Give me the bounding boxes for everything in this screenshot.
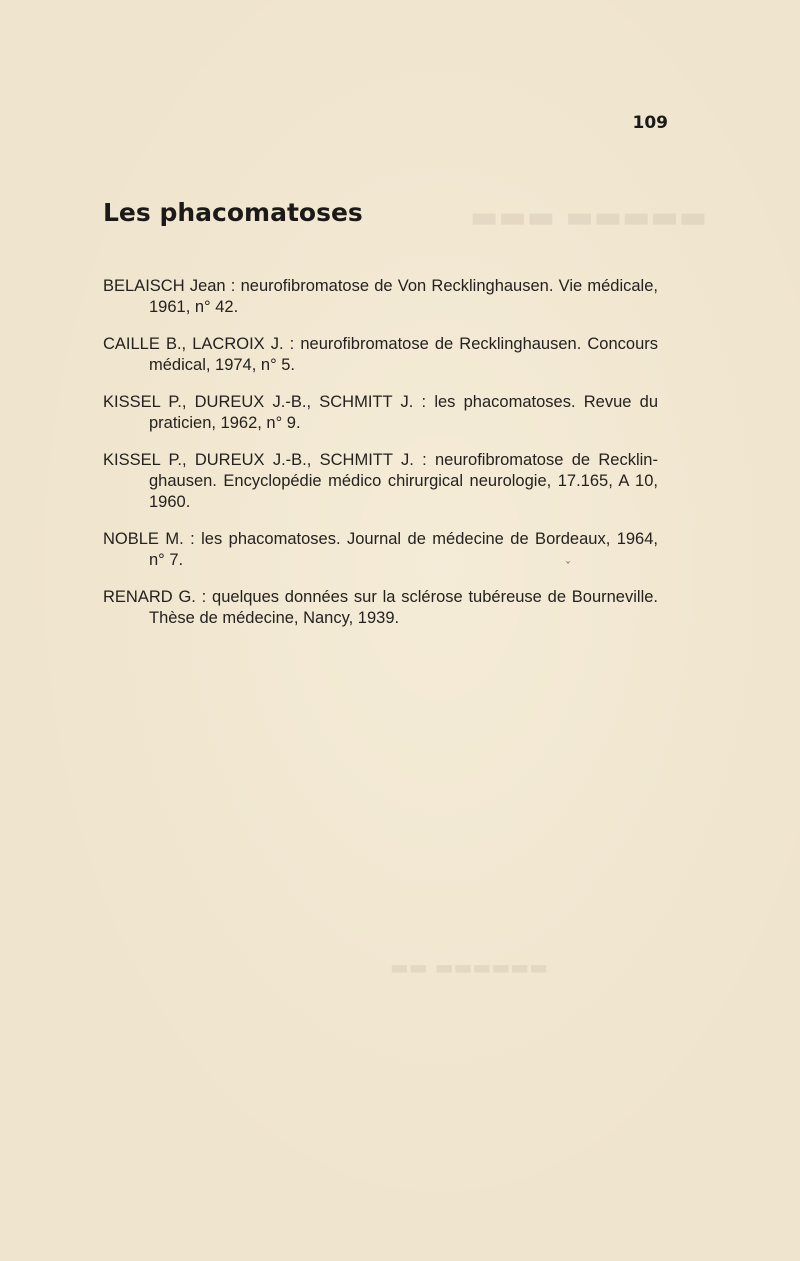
reference-entry: NOBLE M. : les phacomatoses. Journal de médecine de Bordeaux, 1964, n° 7. — [103, 530, 658, 569]
show-through-text: ▬▬▬ ▬▬▬▬▬ — [470, 200, 708, 235]
reference-entry: CAILLE B., LACROIX J. : neurofibromatose de Recklinghausen. Concours médical, 1974, n° 5. — [103, 335, 658, 374]
section-title: Les phacomatoses — [103, 198, 363, 227]
reference-entry: KISSEL P., DUREUX J.-B., SCHMITT J. : neurofibromatose de Recklinghausen. Encyclopédie médico chirurgical neurologie, 17.165, A 10, 1960. — [103, 451, 658, 511]
reference-entry: KISSEL P., DUREUX J.-B., SCHMITT J. : les phacomatoses. Revue du praticien, 1962, n° 9. — [103, 393, 658, 432]
reference-entry: RENARD G. : quelques données sur la sclérose tubéreuse de Bourneville. Thèse de médecine, Nancy, 1939. — [103, 588, 658, 627]
show-through-text: ▬▬ ▬▬▬▬▬▬ — [390, 955, 549, 979]
reference-list — [103, 276, 658, 645]
page-number: 109 — [632, 113, 668, 133]
reference-entry: BELAISCH Jean : neurofibromatose de Von Recklinghausen. Vie médicale, 1961, n° 42. — [103, 277, 658, 316]
pencil-mark-icon: ˇ — [565, 560, 571, 574]
